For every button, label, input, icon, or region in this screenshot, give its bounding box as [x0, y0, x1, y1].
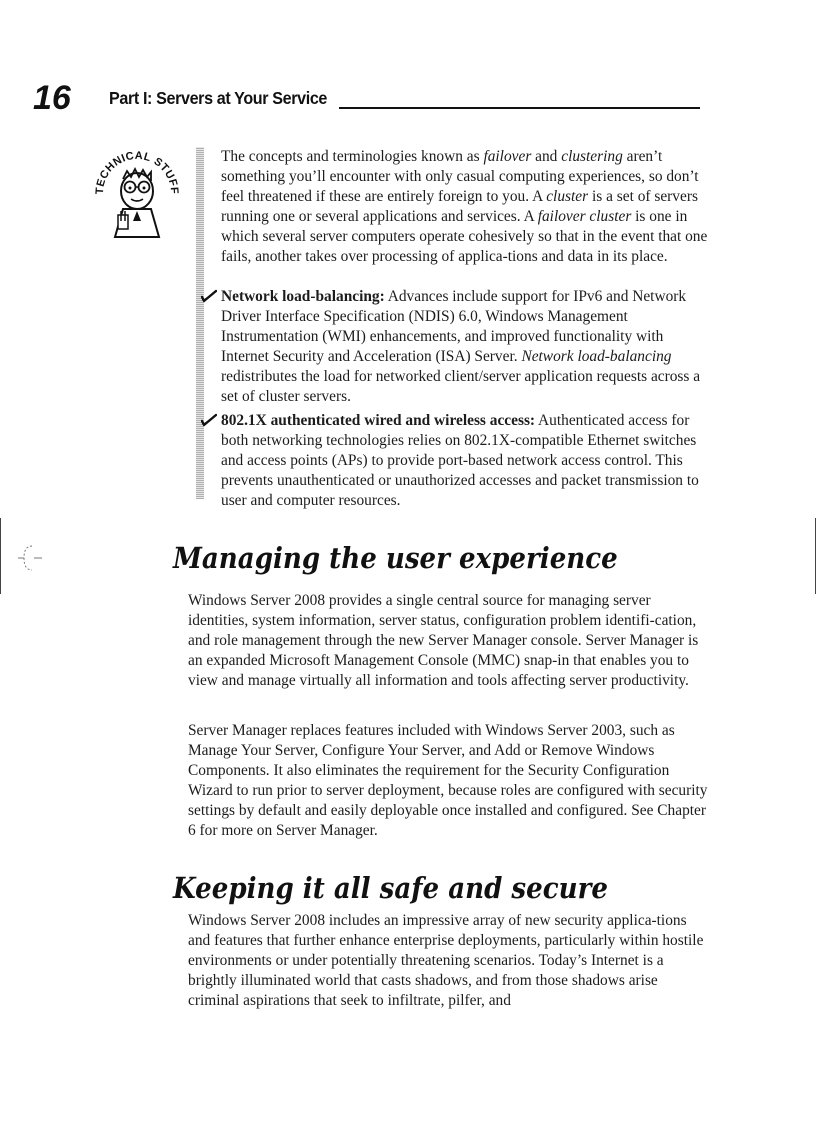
- text-run: 802.1X authenticated wired and wireless access:: [221, 412, 536, 429]
- registration-mark-icon: [18, 543, 42, 573]
- page-number: 16: [33, 79, 71, 117]
- text-run: Advances include support for IPv6 and Network Driver Interface Specification (NDIS) 6.0, Windows Management Instrumentation (WMI) enhancements, and improved functionality with Internet Security and Acceleration (ISA) Server.: [221, 288, 687, 365]
- text-run: and: [531, 148, 562, 165]
- text-run: Network load-balancing:: [221, 288, 385, 305]
- technical-stuff-icon: [85, 141, 189, 239]
- list-item: [201, 287, 711, 407]
- sidebar-paragraph: [221, 147, 711, 267]
- section-heading: Keeping it all safe and secure: [173, 871, 608, 905]
- checkmark-bullet-icon: [201, 288, 217, 304]
- text-run: Network load-balancing: [521, 348, 672, 365]
- running-header: [0, 78, 816, 118]
- body-paragraph: Windows Server 2008 provides a single central source for managing server identities, system information, server status, configuration problem identifi-cation, and role management through the new Server Manager console. Server Manager is an expanded Microsoft Management Console (MMC) snap-in that enables you to view and manage virtually all information and tools affecting server productivity.: [188, 592, 699, 689]
- text-run: aren’t something you’ll encounter with only casual computing experiences, so don’t feel threatened if these are entirely foreign to you. A: [221, 148, 699, 205]
- text-run: failover: [483, 148, 532, 165]
- text-run: cluster: [546, 188, 589, 205]
- crop-mark-left: [0, 518, 1, 594]
- body-paragraph: Windows Server 2008 includes an impressive array of new security applica-tions and features that further enhance enterprise deployments, particularly within hostile environments or under potentially threatening scenarios. Today’s Internet is a brightly illuminated world that casts shadows, and from those shadows arise criminal aspirations that seek to infiltrate, pilfer, and: [188, 912, 704, 1009]
- running-title: Part I: Servers at Your Service: [109, 88, 327, 108]
- bullet-text: [221, 412, 699, 509]
- checkmark-bullet-icon: [201, 412, 217, 428]
- text-run: redistributes the load for networked client/server application requests across a set of cluster servers.: [221, 368, 701, 405]
- header-rule: [339, 107, 700, 109]
- technical-stuff-sidebar: [221, 147, 711, 267]
- text-run: failover cluster: [537, 208, 632, 225]
- text-run: is one in which several server computers operate cohesively so that in the event that one fails, another takes over processing of applica-tions and data in its place.: [221, 208, 708, 265]
- body-paragraph: Server Manager replaces features included with Windows Server 2003, such as Manage Your Server, Configure Your Server, and Add or Remove Windows Components. It also eliminates the requirement for the Security Configuration Wizard to run prior to server deployment, because roles are configured with security settings by default and easily deployable once installed and configured. See Chapter 6 for more on Server Manager.: [188, 722, 708, 839]
- bullet-text: [221, 288, 700, 405]
- section-heading: Managing the user experience: [173, 541, 618, 575]
- list-item: [201, 411, 711, 511]
- text-run: clustering: [561, 148, 623, 165]
- text-run: is a set of servers running one or several applications and services. A: [221, 188, 698, 225]
- bullet-list: [201, 287, 711, 515]
- technical-stuff-label: TECHNICAL STUFF: [93, 149, 181, 195]
- text-run: The concepts and terminologies known as: [221, 148, 484, 165]
- text-run: Authenticated access for both networking technologies relies on 802.1X-compatible Ethernet switches and access points (APs) to provide port-based network access control. This prevents unauthenticated or unauthorized accesses and packet transmission to user and computer resources.: [221, 412, 699, 509]
